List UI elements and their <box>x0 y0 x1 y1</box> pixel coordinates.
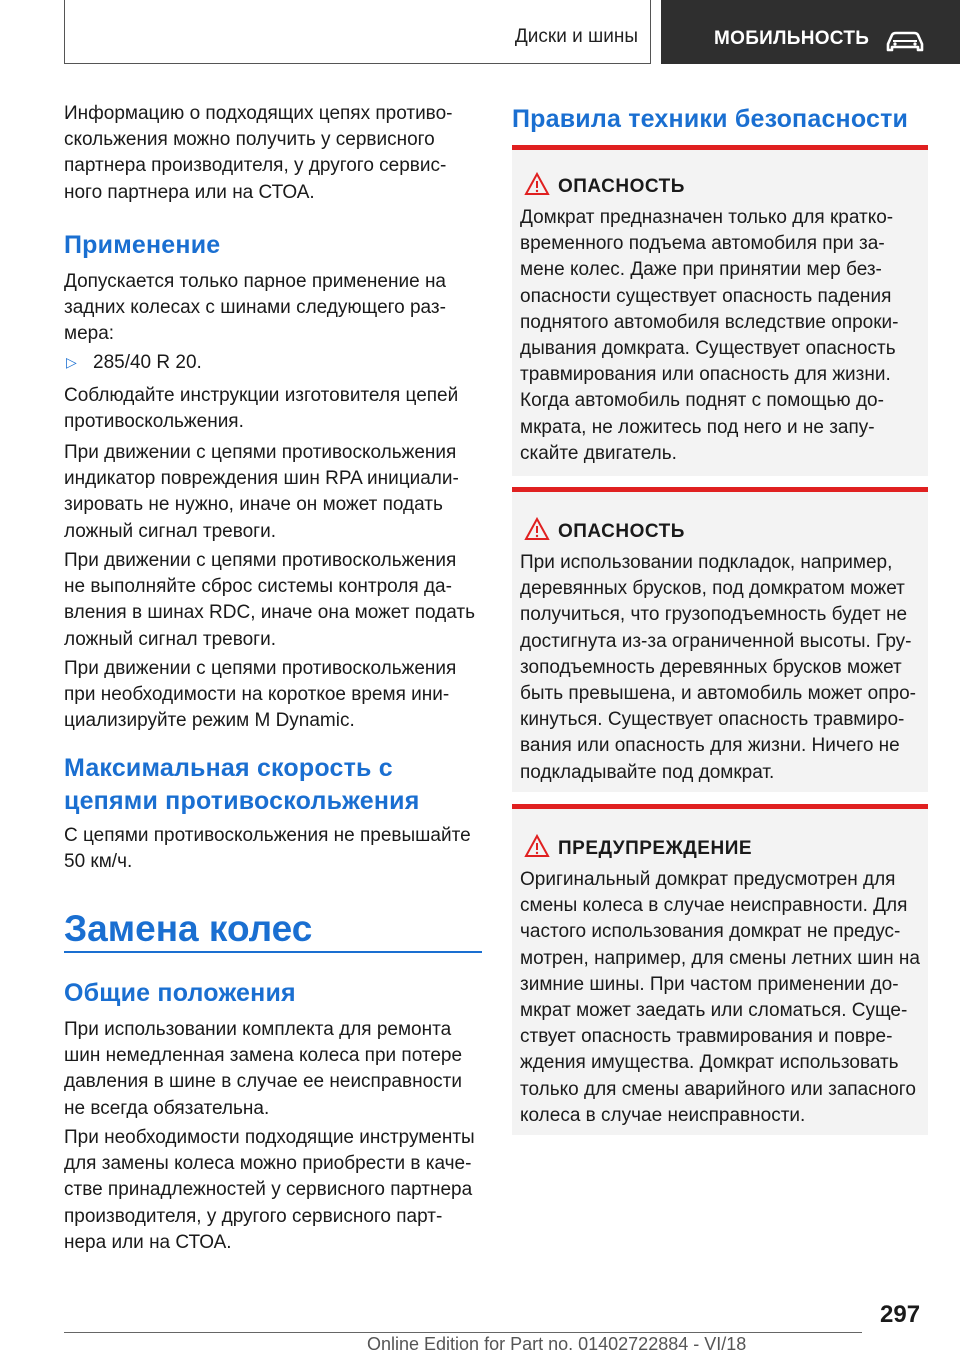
heading-usage: Применение <box>64 231 221 259</box>
warning-triangle-icon <box>524 172 550 196</box>
warning-triangle-icon <box>524 834 550 858</box>
header-section-title: Диски и шины <box>514 26 638 47</box>
heading-underline <box>64 951 482 953</box>
warning-box-3 <box>512 804 928 1135</box>
usage-paragraph-4: При движении с цепями противоскольжения не выполняйте сброс системы контроля да- вления в шинах RDC, иначе она может подать ложный сигнал тревоги. <box>64 550 475 650</box>
heading-general: Общие положения <box>64 979 296 1007</box>
car-icon <box>884 28 926 54</box>
footer-divider <box>64 1332 862 1333</box>
danger-box-1 <box>512 145 928 476</box>
usage-paragraph-2: Соблюдайте инструкции изготовителя цепей противоскольжения. <box>64 385 459 433</box>
heading-safety-rules: Правила техники безопасности <box>512 105 909 133</box>
general-paragraph-2: При необходимости подходящие инструменты для замены колеса можно приобрести в каче- стве принадлежностей у сервисного партнера производителя, у другого сервисного парт- нера или на СТОА. <box>64 1127 475 1253</box>
warning-triangle-icon <box>524 517 550 541</box>
header-chapter-title: МОБИЛЬНОСТЬ <box>714 28 870 49</box>
footer-edition: Online Edition for Part no. 01402722884 - VI/18 <box>367 1334 747 1354</box>
danger-text-2: При использовании подкладок, например, деревянных брусков, под домкратом может получиться, что грузоподъемность будет не достигнута из-за ограниченной высоты. Гру- зоподъемность деревянных брусков может быть превышена, и автомобиль может опро- кинуться. Существует опасность травмиро- вания или опасность для жизни. Ничего не подкладывайте под домкрат. <box>520 552 916 783</box>
warning-text-3: Оригинальный домкрат предусмотрен для смены колеса в случае неисправности. Для частого использования домкрат не предус- мотрен, например, для смены летних шин на зимние шины. При частом применении до- мкрат может заедать или сломаться. Суще- ствует опасность травмирования и повре- ждения имущества. Домкрат использовать только для смены аварийного или запасного колеса в случае неисправности. <box>520 869 920 1126</box>
heading-max-speed: Максимальная скорость с цепями противоскольжения <box>64 754 420 815</box>
usage-paragraph-5: При движении с цепями противоскольжения при необходимости на короткое время ини- циализируйте режим M Dynamic. <box>64 658 457 732</box>
page-number: 297 <box>880 1301 921 1328</box>
warning-title-3: ПРЕДУПРЕЖДЕНИЕ <box>558 838 753 859</box>
heading-wheel-change: Замена колес <box>64 908 313 949</box>
general-paragraph-1: При использовании комплекта для ремонта шин немедленная замена колеса при потере давления в шине в случае ее неисправности не всегда обязательна. <box>64 1019 463 1119</box>
danger-title-1: ОПАСНОСТЬ <box>558 176 685 197</box>
danger-text-1: Домкрат предназначен только для кратко- временного подъема автомобиля при за- мене колес. Даже при принятии мер без- опасности существует опасность падения поднятого автомобиля вследствие опроки- дывания домкрата. Существует опасность травмирования или опасность для жизни. Когда автомобиль поднят с помощью до- мкрата, не ложитесь под него и не запу- скайте двигатель. <box>520 207 899 464</box>
danger-title-2: ОПАСНОСТЬ <box>558 521 685 542</box>
usage-paragraph-3: При движении с цепями противоскольжения индикатор повреждения шин RPA инициали- зировать не нужно, иначе он может подать ложный сигнал тревоги. <box>64 442 459 542</box>
danger-box-2 <box>512 487 928 792</box>
speed-paragraph: С цепями противоскольжения не превышайте 50 км/ч. <box>64 825 471 873</box>
intro-paragraph: Информацию о подходящих цепях противо- скольжения можно получить у сервисного партнера производителя, у другого сервис- ного партнера или на СТОА. <box>64 103 453 203</box>
usage-paragraph-1: Допускается только парное применение на задних колесах с шинами следующего раз- мера: <box>64 271 447 345</box>
usage-list-text: 285/40 R 20. <box>93 352 202 373</box>
triangle-bullet-icon: ▷ <box>66 354 77 370</box>
page-header <box>0 0 960 66</box>
